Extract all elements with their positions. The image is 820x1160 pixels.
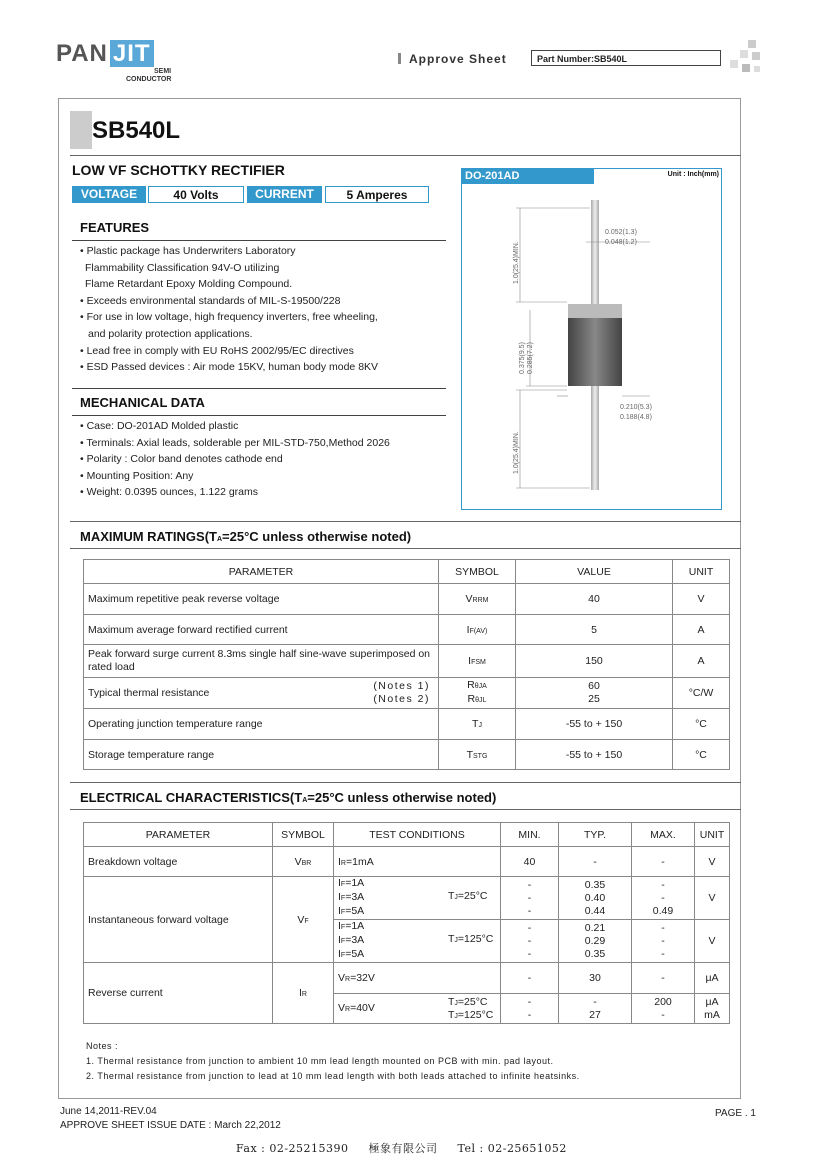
features-heading: FEATURES	[80, 220, 150, 235]
unit-cell: °C/W	[673, 678, 730, 709]
mechanical-rule	[72, 415, 446, 416]
title-box	[70, 111, 220, 149]
electrical-heading: ELECTRICAL CHARACTERISTICS(TA=25°C unless otherwise noted)	[80, 790, 497, 805]
feature-line: • Lead free in comply with EU RoHS 2002/95/EC directives	[80, 344, 354, 357]
min-cell: -	[501, 963, 559, 994]
title-divider	[70, 155, 741, 156]
max-cell: -	[632, 963, 695, 994]
param-cell: Maximum average forward rectified current	[84, 615, 439, 645]
value-cell: -55 to + 150	[516, 740, 673, 770]
typ-cell: -	[559, 847, 632, 877]
dim-body-dia1: 0.210(5.3)	[620, 404, 652, 411]
min-cell: 40	[501, 847, 559, 877]
approve-sheet-label: Approve Sheet	[398, 52, 507, 66]
col-header: VALUE	[516, 560, 673, 584]
table-row	[84, 645, 730, 678]
condition-cell: VR=40V TJ=25°C TJ=125°C	[334, 994, 501, 1024]
param-cell: Peak forward surge current 8.3ms single half sine-wave superimposed on rated load	[84, 645, 439, 678]
unit-cell: °C	[673, 740, 730, 770]
unit-cell: μA	[695, 963, 730, 994]
unit-cell: V	[695, 920, 730, 963]
logo-sub2: CONDUCTOR	[126, 76, 172, 83]
typ-cell: 30	[559, 963, 632, 994]
unit-cell: μA mA	[695, 994, 730, 1024]
min-cell: - -	[501, 994, 559, 1024]
max-cell: - - -	[632, 920, 695, 963]
symbol-cell: IFSM	[439, 645, 516, 678]
col-header: MIN.	[501, 823, 559, 847]
value-cell: 150	[516, 645, 673, 678]
footer-issue-date: APPROVE SHEET ISSUE DATE : March 22,2012	[60, 1120, 281, 1131]
feature-line: and polarity protection applications.	[88, 327, 253, 340]
table-row	[84, 709, 730, 740]
value-cell: -55 to + 150	[516, 709, 673, 740]
package-drawing-box	[461, 168, 722, 510]
subtitle: LOW VF SCHOTTKY RECTIFIER	[72, 162, 285, 178]
dim-body-len1: 0.375(9.5)	[519, 342, 526, 374]
param-cell: Maximum repetitive peak reverse voltage	[84, 584, 439, 615]
feature-line: Flammability Classification 94V-O utilizing	[85, 261, 280, 274]
unit-cell: °C	[673, 709, 730, 740]
divider	[70, 548, 741, 549]
condition-cell: VR=32V	[334, 963, 501, 994]
symbol-cell: RθJA RθJL	[439, 678, 516, 709]
table-row	[84, 963, 730, 994]
feature-line: • For use in low voltage, high frequency inverters, free wheeling,	[80, 311, 378, 324]
note-2: 2. Thermal resistance from junction to lead at 10 mm lead length with both leads attached to infinite heatsinks.	[86, 1071, 580, 1081]
logo-main: PAN	[56, 40, 108, 67]
mechanical-line: • Terminals: Axial leads, solderable per MIL-STD-750,Method 2026	[80, 436, 390, 449]
param-cell: Typical thermal resistance (Notes 1) (Notes 2)	[84, 678, 439, 709]
max-cell: -	[632, 847, 695, 877]
symbol-cell: IR	[273, 963, 334, 1024]
min-cell: - - -	[501, 920, 559, 963]
col-header: PARAMETER	[84, 823, 273, 847]
part-number-box: Part Number:SB540L	[531, 50, 721, 66]
symbol-cell: TJ	[439, 709, 516, 740]
mechanical-line: • Mounting Position: Any	[80, 469, 194, 482]
footer-date: June 14,2011-REV.04	[60, 1106, 157, 1117]
value-cell: 60 25	[516, 678, 673, 709]
fax-tel-line: Fax : 02-25215390 極象有限公司 Tel : 02-25651052	[236, 1142, 567, 1155]
diode-outline-drawing	[462, 184, 721, 509]
divider	[70, 782, 741, 783]
dim-body-dia2: 0.188(4.8)	[620, 414, 652, 421]
max-ratings-table	[83, 559, 730, 770]
value-cell: 5	[516, 615, 673, 645]
condition-cell: IF=1A IF=3A IF=5A TJ=25°C	[334, 877, 501, 920]
unit-cell: A	[673, 615, 730, 645]
min-cell: - - -	[501, 877, 559, 920]
param-cell: Instantaneous forward voltage	[84, 877, 273, 963]
dim-body-len2: 0.285(7.2)	[527, 342, 534, 374]
voltage-label: VOLTAGE	[72, 186, 146, 203]
table-row	[84, 678, 730, 709]
notes	[86, 1039, 580, 1084]
divider	[70, 521, 741, 522]
col-header: SYMBOL	[439, 560, 516, 584]
dim-lead-dia1: 0.052(1.3)	[605, 229, 637, 236]
table-row	[84, 584, 730, 615]
mechanical-line: • Weight: 0.0395 ounces, 1.122 grams	[80, 486, 259, 499]
col-header: UNIT	[695, 823, 730, 847]
table-row	[84, 615, 730, 645]
col-header: PARAMETER	[84, 560, 439, 584]
feature-line: • Plastic package has Underwriters Laboratory	[80, 245, 296, 257]
max-cell: - - 0.49	[632, 877, 695, 920]
logo-sub1: SEMI	[154, 68, 172, 75]
package-unit: Unit : Inch(mm)	[667, 171, 719, 178]
panjit-logo	[56, 40, 186, 86]
param-cell: Breakdown voltage	[84, 847, 273, 877]
condition-cell: IF=1A IF=3A IF=5A TJ=125°C	[334, 920, 501, 963]
dim-lead-dia2: 0.048(1.2)	[605, 239, 637, 246]
unit-cell: V	[673, 584, 730, 615]
logo-accent: JIT	[110, 40, 154, 67]
feature-line: Flame Retardant Epoxy Molding Compound.	[85, 278, 293, 291]
symbol-cell: VF	[273, 877, 334, 963]
col-header: MAX.	[632, 823, 695, 847]
typ-cell: 0.35 0.40 0.44	[559, 877, 632, 920]
value-cell: 40	[516, 584, 673, 615]
symbol-cell: IF(AV)	[439, 615, 516, 645]
table-row	[84, 877, 730, 920]
dim-lead-bot: 1.0(25.4)MIN.	[513, 431, 520, 474]
unit-cell: V	[695, 877, 730, 920]
col-header: TYP.	[559, 823, 632, 847]
col-header: UNIT	[673, 560, 730, 584]
package-name: DO-201AD	[462, 169, 594, 184]
condition-cell: IR=1mA	[334, 847, 501, 877]
typ-cell: - 27	[559, 994, 632, 1024]
feature-line: • ESD Passed devices : Air mode 15KV, human body mode 8KV	[80, 361, 379, 374]
unit-cell: A	[673, 645, 730, 678]
voltage-value: 40 Volts	[148, 186, 244, 203]
current-label: CURRENT	[247, 186, 322, 203]
features-list	[80, 243, 378, 376]
mechanical-heading: MECHANICAL DATA	[80, 395, 205, 410]
dim-lead-top: 1.0(25.4)MIN.	[513, 241, 520, 284]
features-bottom-rule	[72, 388, 446, 389]
col-header: SYMBOL	[273, 823, 334, 847]
page-title: SB540L	[92, 117, 181, 144]
feature-line: • Exceeds environmental standards of MIL-S-19500/228	[80, 294, 341, 307]
page-number: PAGE . 1	[715, 1108, 756, 1119]
param-cell: Reverse current	[84, 963, 273, 1024]
note-1: 1. Thermal resistance from junction to ambient 10 mm lead length mounted on PCB with min. pad layout.	[86, 1056, 554, 1066]
col-header: TEST CONDITIONS	[334, 823, 501, 847]
symbol-cell: VRRM	[439, 584, 516, 615]
param-cell: Storage temperature range	[84, 740, 439, 770]
param-cell: Operating junction temperature range	[84, 709, 439, 740]
table-row	[84, 740, 730, 770]
typ-cell: 0.21 0.29 0.35	[559, 920, 632, 963]
max-cell: 200 -	[632, 994, 695, 1024]
unit-cell: V	[695, 847, 730, 877]
max-ratings-heading: MAXIMUM RATINGS(TA=25°C unless otherwise noted)	[80, 529, 412, 544]
footer-rule	[58, 1098, 741, 1099]
mechanical-list	[80, 418, 390, 501]
features-rule	[72, 240, 446, 241]
current-value: 5 Amperes	[325, 186, 429, 203]
notes-heading: Notes :	[86, 1041, 119, 1051]
mechanical-line: • Case: DO-201AD Molded plastic	[80, 420, 239, 432]
divider	[70, 809, 741, 810]
symbol-cell: VBR	[273, 847, 334, 877]
table-row	[84, 847, 730, 877]
symbol-cell: TSTG	[439, 740, 516, 770]
mechanical-line: • Polarity : Color band denotes cathode end	[80, 453, 283, 466]
electrical-table	[83, 822, 730, 1024]
